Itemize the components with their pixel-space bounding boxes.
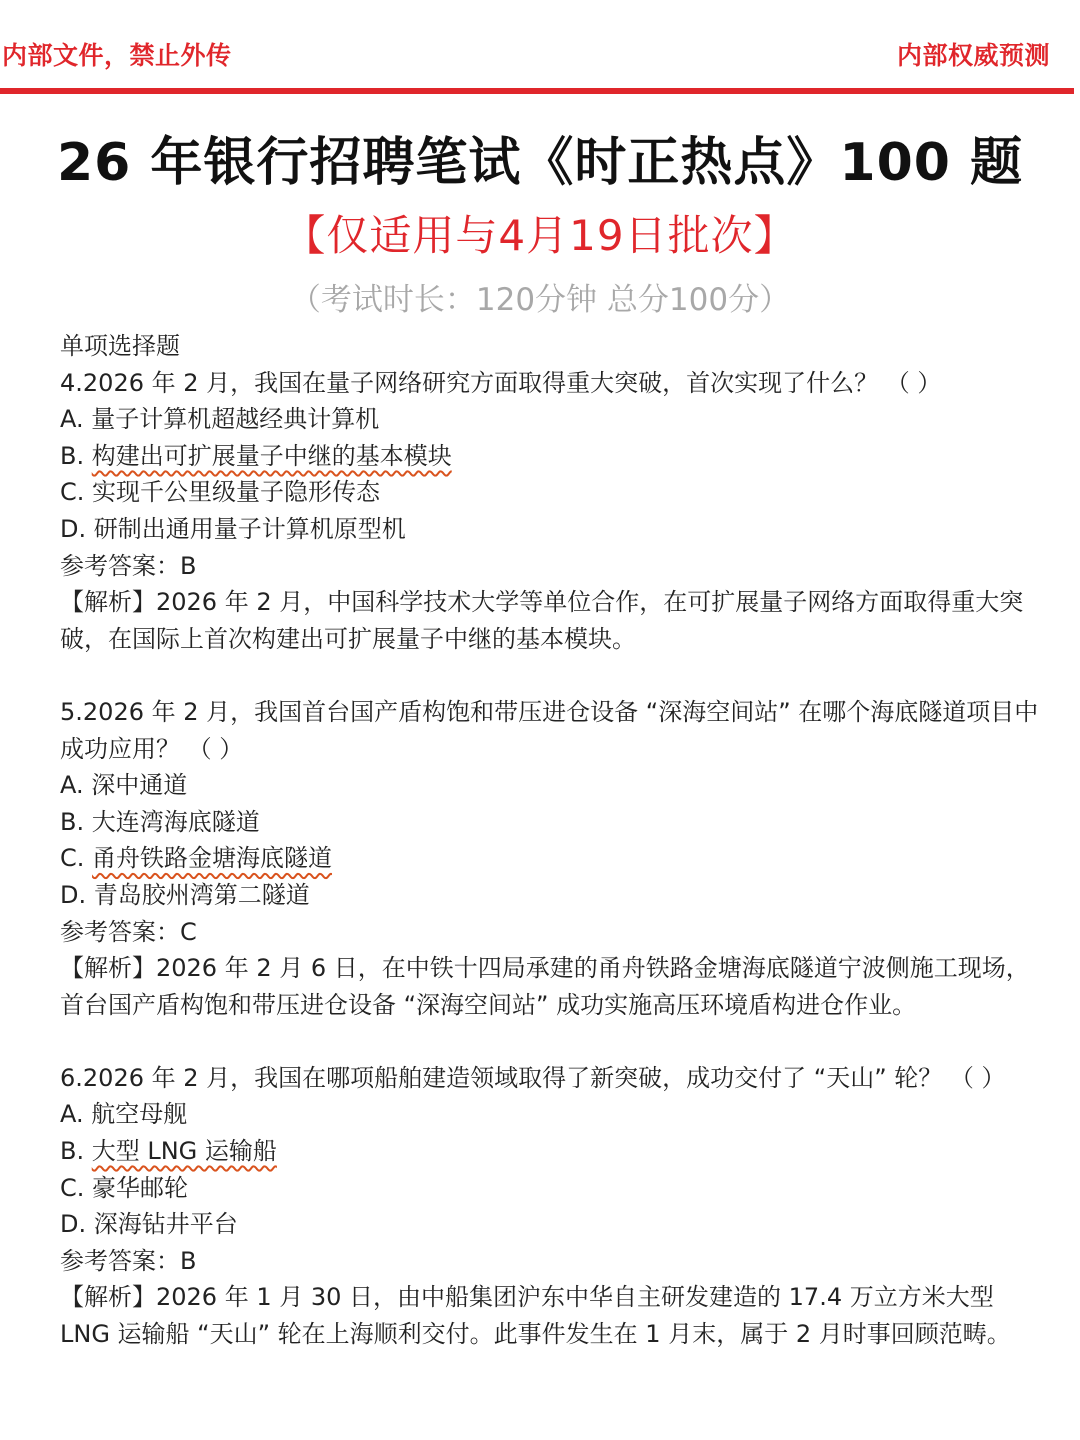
option-b — [60, 438, 1050, 475]
page-title: 26 年银行招聘笔试《时正热点》100 题 — [56, 133, 1024, 193]
option-c — [60, 840, 1050, 877]
option-d — [60, 1206, 1050, 1243]
option-a — [60, 1096, 1050, 1133]
question-stem: 6.2026 年 2 月，我国在哪项船舶建造领域取得了新突破，成功交付了 “天山” 轮？ （ ） — [60, 1063, 1006, 1092]
option-text: 深海钻井平台 — [93, 1210, 238, 1239]
exam-duration: （考试时长：120分钟 总分100分） — [289, 282, 791, 318]
header-right-notice: 内部权威预测 — [896, 41, 1050, 70]
option-label: D. — [60, 1210, 94, 1239]
section-heading: 单项选择题 — [60, 332, 180, 360]
header-divider — [0, 88, 1074, 94]
option-text: 航空母舰 — [91, 1100, 188, 1129]
option-text: 研制出通用量子计算机原型机 — [93, 514, 406, 543]
option-text: 实现千公里级量子隐形传态 — [92, 478, 381, 507]
option-d — [60, 877, 1050, 914]
option-d — [60, 511, 1050, 548]
analysis: 【解析】2026 年 2 月，中国科学技术大学等单位合作，在可扩展量子网络方面取得重大突破，在国际上首次构建出可扩展量子中继的基本模块。 — [60, 588, 1024, 653]
option-text-marked: 甬舟铁路金塘海底隧道 — [92, 844, 333, 873]
option-c — [60, 1170, 1050, 1207]
spacer — [60, 1023, 1050, 1060]
option-text-marked: 构建出可扩展量子中继的基本模块 — [91, 441, 452, 470]
option-label: D. — [60, 514, 94, 543]
option-label: A. — [60, 405, 92, 434]
question-stem: 4.2026 年 2 月，我国在量子网络研究方面取得重大突破，首次实现了什么？ （ ） — [60, 368, 942, 397]
answer: 参考答案：B — [60, 1246, 197, 1275]
option-label: C. — [60, 844, 93, 873]
option-text-marked: 大型 LNG 运输船 — [91, 1137, 277, 1166]
option-text: 青岛胶州湾第二隧道 — [93, 880, 310, 909]
option-text: 深中通道 — [91, 771, 188, 800]
document-body — [60, 328, 1050, 1353]
answer: 参考答案：C — [60, 917, 197, 946]
option-label: D. — [60, 880, 94, 909]
option-label: B. — [60, 1137, 92, 1166]
option-label: A. — [60, 771, 92, 800]
answer: 参考答案：B — [60, 551, 197, 580]
option-c — [60, 474, 1050, 511]
option-label: B. — [60, 441, 92, 470]
option-b — [60, 1133, 1050, 1170]
option-label: B. — [60, 807, 92, 836]
option-a — [60, 767, 1050, 804]
analysis: 【解析】2026 年 2 月 6 日，在中铁十四局承建的甬舟铁路金塘海底隧道宁波侧施工现场，首台国产盾构饱和带压进仓设备 “深海空间站” 成功实施高压环境盾构进仓作业。 — [60, 954, 1030, 1019]
question-stem: 5.2026 年 2 月，我国首台国产盾构饱和带压进仓设备 “深海空间站” 在哪个海底隧道项目中成功应用？ （ ） — [60, 697, 1039, 763]
option-b — [60, 804, 1050, 841]
header-left-notice: 内部文件，禁止外传 — [2, 41, 232, 70]
spacer — [60, 657, 1050, 694]
page-subtitle: 【仅适用与4月19日批次】 — [283, 211, 797, 260]
option-text: 大连湾海底隧道 — [91, 807, 260, 836]
option-text: 豪华邮轮 — [92, 1173, 189, 1202]
option-text: 量子计算机超越经典计算机 — [91, 405, 380, 434]
option-a — [60, 401, 1050, 438]
option-label: C. — [60, 478, 93, 507]
option-label: C. — [60, 1173, 93, 1202]
analysis: 【解析】2026 年 1 月 30 日，由中船集团沪东中华自主研发建造的 17.4 万立方米大型 LNG 运输船 “天山” 轮在上海顺利交付。此事件发生在 1 月末，属于 2 月时事回顾范畴。 — [60, 1283, 1011, 1349]
option-label: A. — [60, 1100, 92, 1129]
